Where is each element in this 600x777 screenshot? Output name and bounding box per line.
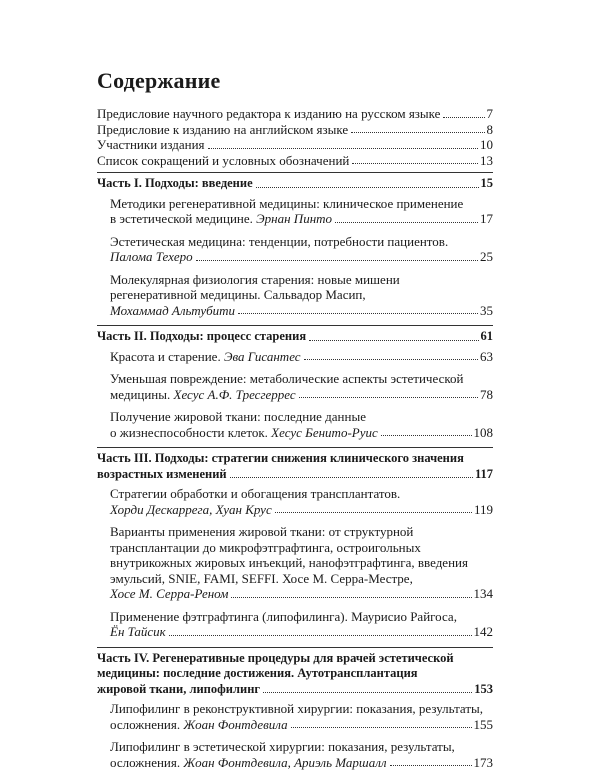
chapter-title-line: внутрикожных жировых инъекций, нанофэтграфтинга, введения xyxy=(110,555,468,570)
toc-entry-text: Предисловие научного редактора к изданию на русском языке xyxy=(97,106,441,121)
page-number: 119 xyxy=(473,501,493,517)
dot-leader xyxy=(256,187,479,188)
chapter-entry xyxy=(110,524,493,602)
chapter-author: Жоан Фонтдевила xyxy=(183,716,288,732)
chapter-title-line: трансплантации до микрофэтграфтинга, остроигольных xyxy=(110,539,421,555)
dot-leader xyxy=(381,435,472,436)
chapter-title-fragment: осложнения. xyxy=(110,716,181,732)
chapter-last-line xyxy=(110,249,493,265)
chapter-last-line xyxy=(110,303,493,319)
chapter-title-line: Молекулярная физиология старения: новые мишени xyxy=(110,271,400,287)
page-number: 142 xyxy=(473,624,493,639)
part-heading xyxy=(97,451,493,482)
front-matter-list xyxy=(97,106,493,168)
chapter-entry xyxy=(110,196,493,227)
part-section xyxy=(97,172,493,318)
chapter-last-text xyxy=(110,586,228,602)
chapter-title-line: Применение фэтграфтинга (липофилинга). Маурисио Райгоса, xyxy=(110,608,457,624)
chapter-author: Мохаммад Альтубити xyxy=(110,302,236,318)
dot-leader xyxy=(299,397,478,398)
page-title: Содержание xyxy=(97,68,221,93)
toc-entry-text: Список сокращений и условных обозначений xyxy=(97,152,350,168)
toc-entry xyxy=(97,122,493,138)
chapter-last-text xyxy=(110,303,235,319)
chapter-last-line xyxy=(110,387,493,403)
part-title-line: Часть III. Подходы: стратегии снижения клинического значения xyxy=(97,451,464,465)
page-number: 10 xyxy=(480,137,493,152)
dot-leader xyxy=(196,260,478,261)
chapter-last-text xyxy=(110,249,193,265)
chapter-author: Ён Тайсик xyxy=(110,624,166,639)
dot-leader xyxy=(238,313,478,314)
part-title-line: медицины: последние достижения. Аутотрансплантация xyxy=(97,666,418,680)
part-title-line: Часть I. Подходы: введение xyxy=(97,176,253,190)
part-heading xyxy=(97,176,493,192)
dot-leader xyxy=(208,148,478,149)
chapter-title-line: Эстетическая медицина: тенденции, потребности пациентов. xyxy=(110,233,449,249)
chapter-list xyxy=(97,349,493,441)
page-number: 108 xyxy=(473,424,493,440)
chapter-title-line: эмульсий, SNIE, FAMI, SEFFI. Хосе М. Серра-Местре, xyxy=(110,570,413,586)
chapter-author: Хесус А.Ф. Тресгеррес xyxy=(173,386,296,402)
dot-leader xyxy=(230,477,473,478)
chapter-title-line: Липофилинг в эстетической хирургии: показания, результаты, xyxy=(110,739,455,754)
chapter-entry xyxy=(110,272,493,319)
chapter-last-line xyxy=(110,624,493,640)
chapter-title-line: Стратегии обработки и обогащения трансплантатов. xyxy=(110,486,401,501)
chapter-list xyxy=(97,196,493,319)
chapter-last-text xyxy=(110,211,332,227)
chapter-title-fragment: о жизнеспособности клеток. xyxy=(110,424,268,440)
chapter-title-fragment: в эстетической медицине. xyxy=(110,211,253,226)
chapter-entry xyxy=(110,371,493,402)
part-section xyxy=(97,325,493,440)
chapter-author: Эрнан Пинто xyxy=(256,211,333,226)
chapter-entry xyxy=(110,349,493,365)
chapter-author: Хесус Бенито-Руис xyxy=(271,424,378,440)
chapter-entry xyxy=(110,609,493,640)
chapter-author: Хосе М. Серра-Реном xyxy=(110,586,229,601)
chapter-last-line xyxy=(110,425,493,441)
chapter-last-line xyxy=(110,349,493,365)
chapter-last-text xyxy=(110,624,166,640)
page-number: 17 xyxy=(480,211,493,226)
dot-leader xyxy=(231,597,471,598)
chapter-entry xyxy=(110,701,493,732)
chapter-title-line: Получение жировой ткани: последние данные xyxy=(110,409,366,424)
page-number: 15 xyxy=(480,176,493,190)
chapter-last-text xyxy=(110,387,296,403)
chapter-entry xyxy=(110,409,493,440)
chapter-last-line xyxy=(110,211,493,227)
chapter-entry xyxy=(110,234,493,265)
dot-leader xyxy=(390,765,472,766)
dot-leader xyxy=(275,512,472,513)
part-title-line: Часть II. Подходы: процесс старения xyxy=(97,329,307,343)
dot-leader xyxy=(309,340,478,341)
toc-entry xyxy=(97,153,493,169)
chapter-title-fragment: медицины. xyxy=(110,386,171,402)
page-number: 78 xyxy=(480,386,493,402)
dot-leader xyxy=(352,163,478,164)
chapter-author: Палома Техеро xyxy=(110,249,193,264)
chapter-last-text xyxy=(110,502,272,518)
dot-leader xyxy=(351,132,484,133)
part-title-row xyxy=(97,682,493,698)
chapter-last-line xyxy=(110,502,493,518)
page-number: 8 xyxy=(486,121,493,137)
page-number: 117 xyxy=(474,466,493,481)
dot-leader xyxy=(443,117,484,118)
toc-entry-text: Участники издания xyxy=(97,137,205,152)
page-number: 13 xyxy=(480,152,493,168)
chapter-author: Жоан Фонтдевила, Ариэль Маршалл xyxy=(183,754,387,770)
part-title-line: жировой ткани, липофилинг xyxy=(97,681,261,696)
part-title-line: Часть IV. Регенеративные процедуры для врачей эстетической xyxy=(97,650,454,665)
page-number: 155 xyxy=(473,716,493,732)
chapter-title-line: Методики регенеративной медицины: клиническое применение xyxy=(110,195,464,211)
dot-leader xyxy=(291,727,472,728)
toc-entry-text: Предисловие к изданию на английском языке xyxy=(97,121,349,137)
dot-leader xyxy=(304,359,478,360)
page-number: 7 xyxy=(486,106,493,121)
chapter-last-line xyxy=(110,586,493,602)
chapter-last-text xyxy=(110,755,387,771)
chapter-title-line: регенеративной медицины. Сальвадор Масип, xyxy=(110,287,366,302)
part-title-line: возрастных изменений xyxy=(97,466,227,481)
part-title-row xyxy=(97,329,493,345)
chapter-last-text xyxy=(110,425,378,441)
part-heading xyxy=(97,651,493,698)
chapter-entry xyxy=(110,739,493,770)
chapter-title-line: Липофилинг в реконструктивной хирургии: показания, результаты, xyxy=(110,701,484,716)
chapter-title-fragment: Красота и старение. xyxy=(110,348,221,364)
part-title-row xyxy=(97,176,493,192)
chapter-author: Эва Гисантес xyxy=(223,348,301,364)
chapter-entry xyxy=(110,486,493,517)
chapter-list xyxy=(97,701,493,770)
part-section xyxy=(97,447,493,640)
page-number: 173 xyxy=(473,754,493,770)
chapter-author: Хорди Дескаррега, Хуан Крус xyxy=(110,501,272,517)
chapter-last-text xyxy=(110,349,301,365)
page-number: 63 xyxy=(480,348,493,364)
dot-leader xyxy=(169,635,472,636)
chapter-title-line: Варианты применения жировой ткани: от структурной xyxy=(110,524,414,539)
chapter-last-line xyxy=(110,717,493,733)
toc-entry xyxy=(97,106,493,122)
chapter-last-line xyxy=(110,755,493,771)
table-of-contents xyxy=(97,106,493,777)
chapter-title-fragment: осложнения. xyxy=(110,754,181,770)
chapter-list xyxy=(97,486,493,640)
dot-leader xyxy=(335,222,478,223)
part-heading xyxy=(97,329,493,345)
page-number: 61 xyxy=(480,329,493,343)
chapter-title-line: Уменьшая повреждение: метаболические аспекты эстетической xyxy=(110,371,464,386)
part-title-row xyxy=(97,467,493,483)
chapter-last-text xyxy=(110,717,288,733)
page-number: 35 xyxy=(480,302,493,318)
part-section xyxy=(97,647,493,771)
toc-entry xyxy=(97,137,493,153)
dot-leader xyxy=(263,692,472,693)
page-number: 134 xyxy=(473,586,493,601)
page-number: 153 xyxy=(474,681,493,696)
page-number: 25 xyxy=(480,249,493,264)
